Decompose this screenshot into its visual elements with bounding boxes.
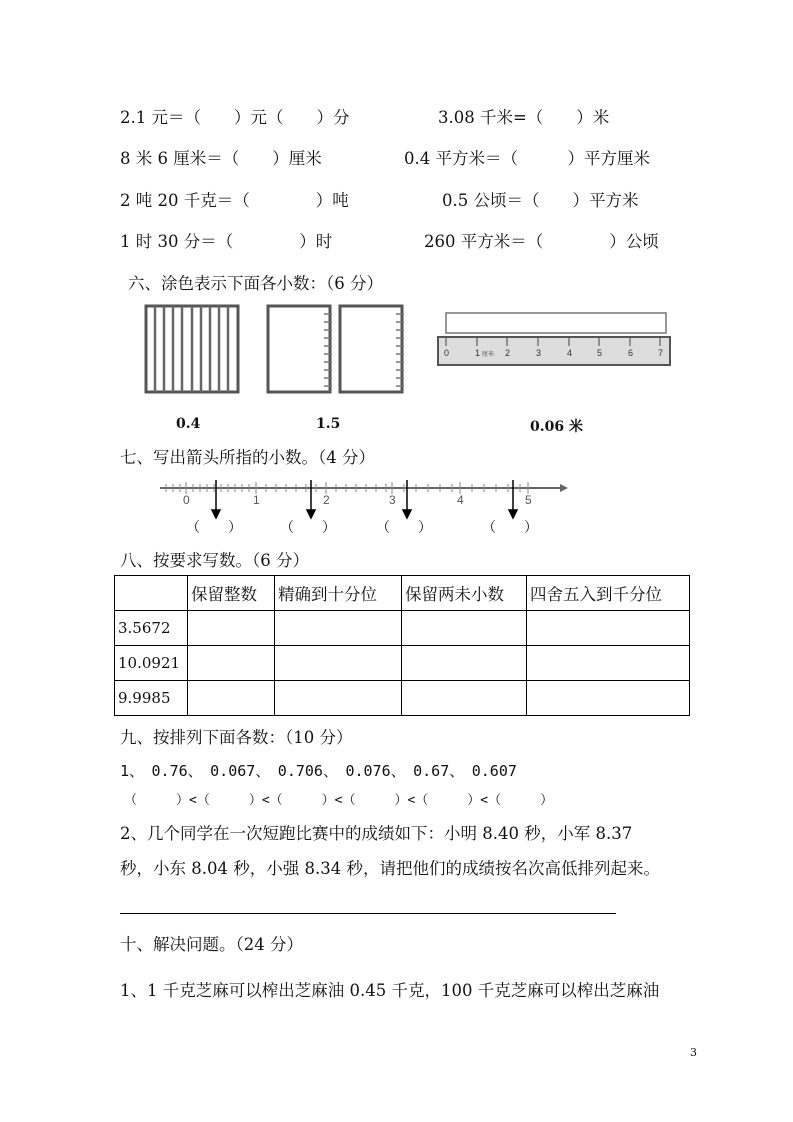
answer-cell[interactable] [188,611,275,646]
conversion-right-2: 0.4 平方米＝（ ）平方厘米 [404,149,650,168]
table-row-number: 10.0921 [115,646,188,681]
numline-tick-label: 1 [253,493,260,507]
conversion-right-1: 3.08 千米=（ ）米 [438,108,610,127]
shade-label-1: 0.4 [176,416,201,432]
numline-tick-label: 2 [323,493,330,507]
answer-cell[interactable] [275,611,402,646]
section10-title: 十、解决问题。（24 分） [120,935,303,954]
conversion-left-1: 2.1 元＝（ ）元（ ）分 [120,108,350,127]
numline-tick-label: 0 [183,493,190,507]
numline-answer-1: （ ） [186,520,242,536]
answer-cell[interactable] [275,681,402,716]
section9-q2-line1: 2、几个同学在一次短跑比赛中的成绩如下：小明 8.40 秒，小军 8.37 [120,824,633,843]
answer-cell[interactable] [402,646,527,681]
numline-answer-2: （ ） [280,520,336,536]
table-header-cell: 精确到十分位 [275,576,402,611]
shade-figure-strips [144,304,244,394]
table-row [115,646,690,681]
answer-cell[interactable] [275,646,402,681]
answer-cell[interactable] [527,611,690,646]
table-header-cell: 四舍五入到千分位 [527,576,690,611]
ruler-tick-label: 4 [567,348,573,358]
table-header-cell [115,576,188,611]
ruler-tick-label: 7 [658,348,664,358]
ruler-figure [436,310,672,370]
table-row-number: 3.5672 [115,611,188,646]
ruler-tick-label: 6 [628,348,634,358]
section9-q1-numbers: 1、 0.76、 0.067、 0.706、 0.076、 0.67、 0.607 [120,762,517,780]
table-row [115,681,690,716]
table-header-cell: 保留两未小数 [402,576,527,611]
section7-title: 七、写出箭头所指的小数。（4 分） [120,448,375,467]
ruler-tick-label: 1 [475,348,481,358]
answer-cell[interactable] [402,611,527,646]
conversion-left-3: 2 吨 20 千克＝（ ）吨 [120,191,349,210]
section6-title: 六、涂色表示下面各小数：（6 分） [128,274,383,293]
rounding-table [114,575,690,716]
answer-cell[interactable] [527,681,690,716]
section9-q1-blanks: （ ）<（ ）<（ ）<（ ）<（ ）<（ ） [124,793,554,808]
section9-q2-line2: 秒，小东 8.04 秒，小强 8.34 秒，请把他们的成绩按名次高低排列起来。 [120,859,660,878]
shade-label-3: 0.06 米 [530,419,583,435]
conversion-right-4: 260 平方米＝（ ）公顷 [424,232,659,251]
ruler-tick-label: 2 [505,348,511,358]
ruler-tick-label: 3 [536,348,542,358]
answer-cell[interactable] [402,681,527,716]
section9-title: 九、按排列下面各数：（10 分） [120,728,353,747]
numline-tick-label: 5 [525,493,532,507]
conversion-right-3: 0.5 公顷＝（ ）平方米 [442,191,639,210]
answer-cell[interactable] [188,681,275,716]
ruler-tick-label: 5 [597,348,603,358]
table-header-cell: 保留整数 [188,576,275,611]
answer-cell[interactable] [188,646,275,681]
conversion-left-4: 1 时 30 分＝（ ）时 [120,232,333,251]
answer-line[interactable] [120,913,616,914]
table-row [115,611,690,646]
numline-answer-4: （ ） [482,520,538,536]
shade-figure-squares [264,304,414,394]
section10-q1: 1、1 千克芝麻可以榨出芝麻油 0.45 千克，100 千克芝麻可以榨出芝麻油 [120,981,660,1000]
section8-title: 八、按要求写数。（6 分） [120,551,309,570]
numline-tick-label: 3 [389,493,396,507]
page-number: 3 [690,1046,697,1059]
ruler-unit: 厘米 [482,352,495,358]
table-row-number: 9.9985 [115,681,188,716]
numline-answer-3: （ ） [376,520,432,536]
shade-label-2: 1.5 [316,416,341,432]
table-header-row [115,576,690,611]
ruler-tick-label: 0 [444,348,450,358]
numline-tick-label: 4 [457,493,464,507]
conversion-left-2: 8 米 6 厘米＝（ ）厘米 [120,149,322,168]
answer-cell[interactable] [527,646,690,681]
